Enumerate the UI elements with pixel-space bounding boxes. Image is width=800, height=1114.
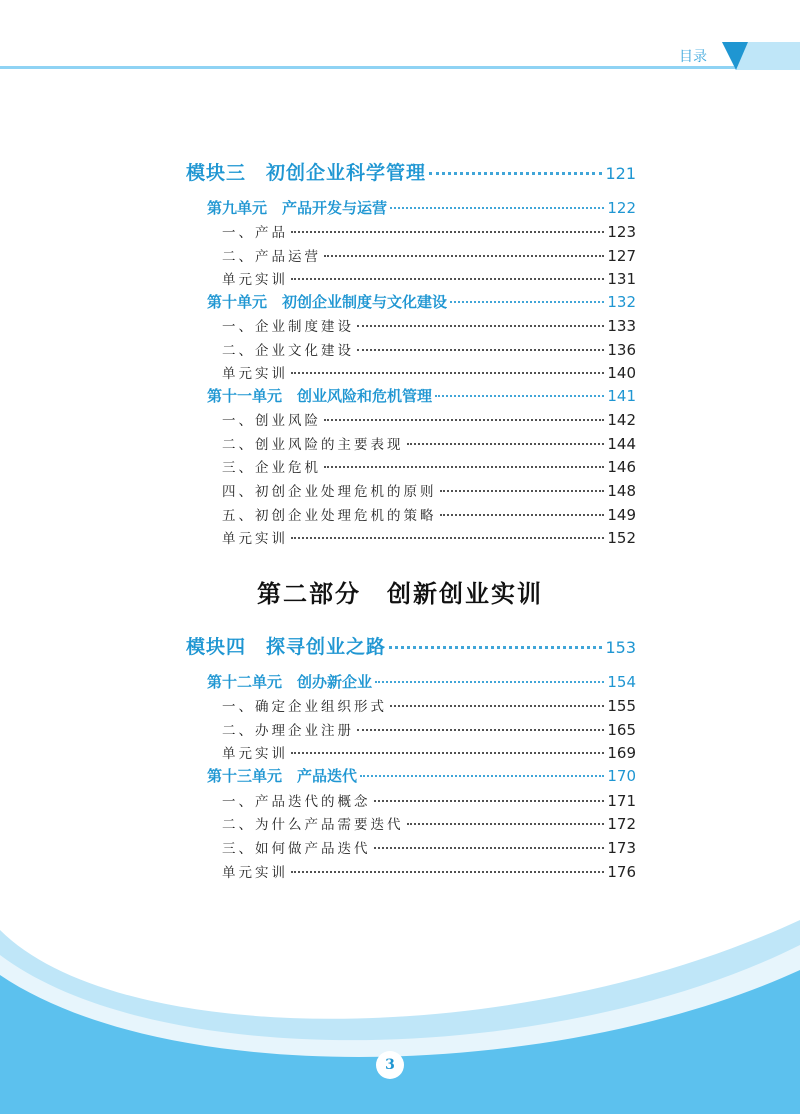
leader-dots — [291, 278, 604, 280]
leader-dots — [291, 372, 604, 374]
toc-item-label: 二、企业文化建设 — [222, 343, 354, 359]
leader-dots — [390, 207, 604, 209]
toc-item-label: 一、确定企业组织形式 — [222, 699, 387, 715]
toc-module[interactable] — [186, 158, 636, 185]
leader-dots — [324, 419, 604, 421]
toc-item-label: 一、企业制度建设 — [222, 319, 354, 335]
leader-dots — [357, 729, 604, 731]
toc-page-number: 169 — [607, 744, 636, 762]
leader-dots — [324, 255, 604, 257]
leader-dots — [324, 466, 604, 468]
toc-item-label: 二、办理企业注册 — [222, 723, 354, 739]
toc-page-number: 173 — [607, 839, 636, 857]
leader-dots — [390, 705, 604, 707]
toc-item[interactable] — [222, 695, 636, 715]
toc-page-number: 121 — [605, 164, 636, 183]
leader-dots — [357, 349, 604, 351]
toc-page-number: 176 — [607, 863, 636, 881]
toc-page-number: 133 — [607, 317, 636, 335]
toc-page-number: 144 — [607, 435, 636, 453]
leader-dots — [291, 752, 604, 754]
toc-item[interactable] — [222, 742, 636, 762]
toc-item[interactable] — [222, 409, 636, 429]
toc-item-label: 二、创业风险的主要表现 — [222, 437, 404, 453]
toc-item[interactable] — [222, 837, 636, 857]
toc-item-label: 二、产品运营 — [222, 249, 321, 265]
toc-module-title: 模块三 初创企业科学管理 — [186, 162, 427, 184]
leader-dots — [374, 800, 605, 802]
toc-unit[interactable] — [207, 765, 636, 786]
toc-item[interactable] — [222, 362, 636, 382]
toc-page-number: 127 — [607, 247, 636, 265]
toc-page-number: 165 — [607, 721, 636, 739]
toc-item-label: 一、创业风险 — [222, 413, 321, 429]
toc-unit-title: 第九单元 产品开发与运营 — [207, 199, 388, 217]
toc-item-label: 单元实训 — [222, 531, 288, 547]
toc-item[interactable] — [222, 480, 636, 500]
toc-page-number: 155 — [607, 697, 636, 715]
header-label: 目录 — [679, 49, 707, 65]
toc-item[interactable] — [222, 433, 636, 453]
leader-dots — [407, 823, 605, 825]
toc-unit-title: 第十二单元 创办新企业 — [207, 673, 373, 691]
leader-dots — [440, 514, 605, 516]
leader-dots — [435, 395, 604, 397]
toc-item-label: 四、初创企业处理危机的原则 — [222, 484, 437, 500]
toc-item-label: 三、如何做产品迭代 — [222, 841, 371, 857]
part-title: 第二部分 创新创业实训 — [257, 580, 543, 608]
leader-dots — [291, 871, 604, 873]
toc-page-number: 132 — [607, 293, 636, 311]
toc-page-number: 170 — [607, 767, 636, 785]
toc-item-label: 三、企业危机 — [222, 460, 321, 476]
toc-item-label: 一、产品迭代的概念 — [222, 794, 371, 810]
toc-item[interactable] — [222, 504, 636, 524]
toc-unit[interactable] — [207, 671, 636, 692]
leader-dots — [375, 681, 604, 683]
toc-page-number: 149 — [607, 506, 636, 524]
toc-page-number: 140 — [607, 364, 636, 382]
toc-item[interactable] — [222, 790, 636, 810]
toc-item-label: 一、产品 — [222, 225, 288, 241]
toc-unit[interactable] — [207, 291, 636, 312]
toc-unit-title: 第十一单元 创业风险和危机管理 — [207, 387, 433, 405]
leader-dots — [374, 847, 605, 849]
leader-dots — [357, 325, 604, 327]
toc-page-number: 141 — [607, 387, 636, 405]
toc-page-number: 152 — [607, 529, 636, 547]
toc-page-number: 148 — [607, 482, 636, 500]
toc-page-number: 146 — [607, 458, 636, 476]
page-number-badge: 3 — [376, 1051, 404, 1079]
toc-item[interactable] — [222, 813, 636, 833]
footer-wave — [0, 900, 800, 1114]
toc-item[interactable] — [222, 456, 636, 476]
toc-module[interactable] — [186, 632, 636, 659]
toc-module-title: 模块四 探寻创业之路 — [186, 636, 387, 658]
toc-item-label: 单元实训 — [222, 366, 288, 382]
leader-dots — [389, 646, 602, 649]
toc-unit[interactable] — [207, 197, 636, 218]
toc-item-label: 二、为什么产品需要迭代 — [222, 817, 404, 833]
leader-dots — [429, 172, 602, 175]
toc-item[interactable] — [222, 315, 636, 335]
toc-item[interactable] — [222, 245, 636, 265]
leader-dots — [407, 443, 605, 445]
leader-dots — [440, 490, 605, 492]
toc-item[interactable] — [222, 339, 636, 359]
toc-page-number: 123 — [607, 223, 636, 241]
toc-item-label: 五、初创企业处理危机的策略 — [222, 508, 437, 524]
toc-item[interactable] — [222, 861, 636, 881]
toc-item[interactable] — [222, 221, 636, 241]
leader-dots — [291, 537, 604, 539]
toc-page-number: 136 — [607, 341, 636, 359]
toc-page-number: 171 — [607, 792, 636, 810]
toc-page-number: 142 — [607, 411, 636, 429]
toc-unit-title: 第十三单元 产品迭代 — [207, 767, 358, 785]
leader-dots — [450, 301, 604, 303]
toc-unit-title: 第十单元 初创企业制度与文化建设 — [207, 293, 448, 311]
toc-page-number: 131 — [607, 270, 636, 288]
toc-page-number: 154 — [607, 673, 636, 691]
toc-item-label: 单元实训 — [222, 746, 288, 762]
toc-item-label: 单元实训 — [222, 865, 288, 881]
leader-dots — [360, 775, 604, 777]
toc-item[interactable] — [222, 527, 636, 547]
toc-unit[interactable] — [207, 385, 636, 406]
toc-item[interactable] — [222, 268, 636, 288]
toc-item-label: 单元实训 — [222, 272, 288, 288]
toc-page-number: 172 — [607, 815, 636, 833]
toc-item[interactable] — [222, 719, 636, 739]
leader-dots — [291, 231, 604, 233]
toc-page-number: 153 — [605, 638, 636, 657]
toc-page-number: 122 — [607, 199, 636, 217]
